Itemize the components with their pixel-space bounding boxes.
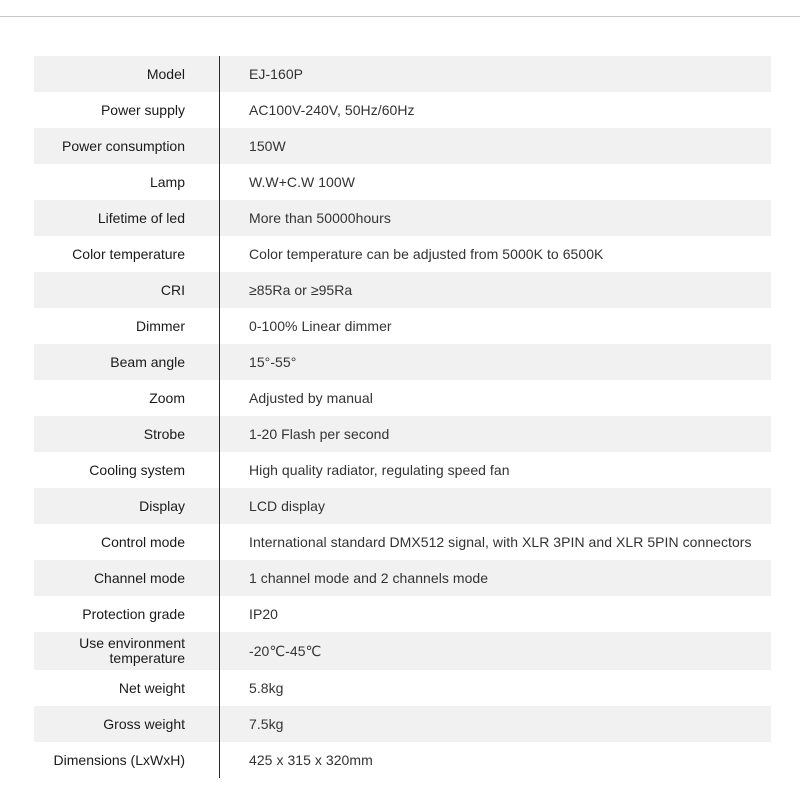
spec-label: Channel mode	[93, 569, 185, 586]
spec-row-beam-angle	[34, 344, 771, 380]
spec-label: Power consumption	[62, 137, 185, 154]
spec-row-cri	[34, 272, 771, 308]
spec-row-power-supply	[34, 92, 771, 128]
spec-value: 1-20 Flash per second	[249, 426, 390, 442]
spec-row-net-weight	[34, 670, 771, 706]
spec-row-gross-weight	[34, 706, 771, 742]
spec-label: Beam angle	[110, 353, 185, 370]
spec-row-power-consumption	[34, 128, 771, 164]
spec-row-cooling-system	[34, 452, 771, 488]
spec-row-use-environment-temperature	[34, 632, 771, 670]
spec-label: Lifetime of led	[97, 209, 185, 226]
spec-value: -20℃-45℃	[249, 642, 322, 659]
spec-value: AC100V-240V, 50Hz/60Hz	[249, 102, 415, 118]
spec-row-lamp	[34, 164, 771, 200]
spec-value: 5.8kg	[249, 680, 284, 696]
spec-value: More than 50000hours	[249, 210, 391, 226]
spec-row-protection-grade	[34, 596, 771, 632]
spec-label: Zoom	[149, 389, 185, 406]
spec-row-dimmer	[34, 308, 771, 344]
spec-row-display	[34, 488, 771, 524]
spec-value: 15°-55°	[249, 354, 297, 370]
spec-label: CRI	[160, 281, 185, 298]
spec-label: Use environment temperature	[79, 635, 185, 666]
spec-label: Lamp	[149, 173, 185, 190]
spec-label: Net weight	[118, 679, 185, 696]
spec-label: Color temperature	[72, 245, 185, 262]
spec-row-channel-mode	[34, 560, 771, 596]
spec-label: Strobe	[143, 425, 185, 442]
spec-value: W.W+C.W 100W	[249, 174, 355, 190]
spec-row-color-temperature	[34, 236, 771, 272]
spec-value: Adjusted by manual	[249, 390, 373, 406]
spec-value: International standard DMX512 signal, with XLR 3PIN and XLR 5PIN connectors	[249, 534, 752, 550]
spec-table	[34, 56, 771, 778]
spec-label: Dimmer	[136, 317, 185, 334]
spec-value: Color temperature can be adjusted from 5000K to 6500K	[249, 246, 604, 262]
spec-value: High quality radiator, regulating speed fan	[249, 462, 510, 478]
spec-label: Gross weight	[103, 715, 185, 732]
spec-label: Power supply	[100, 101, 185, 118]
spec-value: 7.5kg	[249, 716, 284, 732]
spec-row-strobe	[34, 416, 771, 452]
spec-value: 0-100% Linear dimmer	[249, 318, 392, 334]
spec-label: Control mode	[100, 533, 185, 550]
spec-row-model	[34, 56, 771, 92]
spec-value: 1 channel mode and 2 channels mode	[249, 570, 489, 586]
spec-value: ≥85Ra or ≥95Ra	[249, 282, 353, 298]
spec-value: EJ-160P	[249, 66, 304, 82]
spec-label: Cooling system	[89, 461, 185, 478]
spec-label: Dimensions (LxWxH)	[53, 751, 185, 768]
spec-value: IP20	[249, 606, 278, 622]
spec-row-control-mode	[34, 524, 771, 560]
spec-value: LCD display	[249, 498, 326, 514]
spec-label: Protection grade	[82, 605, 185, 622]
spec-label: Display	[139, 497, 185, 514]
spec-value: 150W	[249, 138, 286, 154]
spec-row-zoom	[34, 380, 771, 416]
spec-row-lifetime	[34, 200, 771, 236]
top-divider-line	[0, 16, 800, 17]
spec-label: Model	[146, 65, 185, 82]
spec-value: 425 x 315 x 320mm	[249, 752, 373, 768]
spec-row-dimensions	[34, 742, 771, 778]
